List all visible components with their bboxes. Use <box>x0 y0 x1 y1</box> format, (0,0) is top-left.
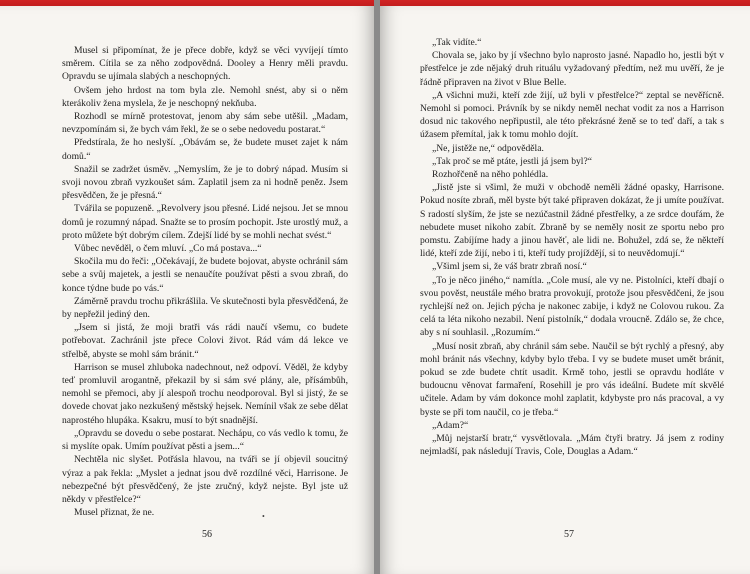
right-page-number: 57 <box>564 529 574 540</box>
paragraph: „Tak vidíte.“ <box>432 37 482 48</box>
paragraph: Předstírala, že ho neslyší. „Obávám se, že budete muset zajet k nám domů.“ <box>62 137 348 162</box>
paragraph: „Opravdu se dovedu o sebe postarat. Nechápu, co vás vedlo k tomu, že si myslíte opak. Umím používat pěsti a jsem...“ <box>62 427 348 453</box>
paragraph: Chovala se, jako by jí všechno bylo naprosto jasné. Napadlo ho, jestli být v přestřelce je zde nějaký druh rituálu vyžadovaný předtím, než mu uvěří, že je řádně připraven na život v Blue Belle. <box>420 50 724 88</box>
right-page-text <box>420 36 724 459</box>
paragraph: Harrison se musel zhluboka nadechnout, než odpoví. Věděl, že kdyby teď promluvil arogantně, překazil by si sám své plány, ale, přísámbůh, nemohl se přemoci, aby jí alespoň trochu neodporoval. Byl si jistý, že se dovede chovat jako nezkušený městský hejsek. Nemínil však ze sebe dělat naprostého hlupáka. Ksakru, musí to být snadnější. <box>62 361 348 426</box>
paragraph: „Adam?“ <box>432 419 469 431</box>
paragraph: „Můj nejstarší bratr,“ vysvětlovala. „Mám čtyři bratry. Já jsem z rodiny nejmladší, pak následují Travis, Cole, Douglas a Adam.“ <box>420 433 724 458</box>
paragraph: „To je něco jiného,“ namítla. „Cole musí, ale vy ne. Pistolníci, kteří dbají o svou pověst, neustále mého bratra provokují, protože jsou přesvědčeni, že jsou rychlejší než on. Jejich pýcha je nakonec zabije, i když ne Colovou rukou. Za celá ta léta nikoho nezabil. Není pistolník,“ dodala vroucně. Zdálo se, že chce, aby s ní souhlasil. „Rozumím.“ <box>420 274 724 339</box>
paragraph: Skočila mu do řeči: „Očekávají, že budete bojovat, abyste ochránil sám sebe a svůj majetek, a jestli se nenaučíte používat pěsti a svou zbraň, do konce týdne bude po vás.“ <box>62 256 348 294</box>
paragraph: Snažil se zadržet úsměv. „Nemyslím, že je to dobrý nápad. Musím si svoji novou zbraň vyzkoušet sám. Zaplatil jsem za ni hodně peněz. Jsem přesvědčen, že je přesná.“ <box>62 163 348 202</box>
paragraph: „Musí nosit zbraň, aby chránil sám sebe. Naučil se být rychlý a přesný, aby mohl bránit nás všechny, kdyby bylo třeba. I vy se budete muset umět bránit, pokud se zde budete chtít usadit. Krmě toho, jestli se opravdu hodláte v budoucnu věnovat farmaření, Rosehill je pro vás ideální. Budete mít skvělé učitele. Adam by vám dokonce mohl zaplatit, kdybyste pro nás pracoval, a vy byste se při tom naučil, co je třeba.“ <box>420 340 724 418</box>
paragraph: Rozhodl se mírně protestovat, jenom aby sám sebe utěšil. „Madam, nevzpomínám si, že bych vám řekl, že se o sebe nedovedu postarat.“ <box>62 111 348 136</box>
paragraph: Záměrně pravdu trochu přikrášlila. Ve skutečnosti byla přesvědčená, že by nepřežil jediný den. <box>62 295 348 321</box>
right-page <box>380 6 750 574</box>
paragraph: „Tak proč se mě ptáte, jestli já jsem byl?“ <box>432 155 592 167</box>
paragraph: Rozhořčeně na něho pohlédla. <box>432 169 549 181</box>
paragraph: Ovšem jeho hrdost na tom byla zle. Nemohl snést, aby si o něm kterákoliv žena myslela, že je neschopný nekňuba. <box>62 84 348 109</box>
paragraph: Musel si připomínat, že je přece dobře, když se věci vyvíjejí tímto směrem. Cítila se za něho zodpovědná. Dooley a Henry měli pravdu. Opravdu se ujímala slabých a neschopných. <box>62 45 348 83</box>
paragraph: „A všichni muži, kteří zde žijí, už byli v přestřelce?“ zeptal se nevěřícně. Nemohl si pomoci. Právník by se nikdy neměl nechat vodit za nos a Harrison dosud nic takového nepřipustil, ale této překrásné ženě se to teď daří, a tak s úžasem přemítal, jak k tomu mohlo dojít. <box>420 89 724 141</box>
paragraph: Vůbec nevěděl, o čem mluví. „Co má postava...“ <box>74 243 262 255</box>
paragraph: Tvářila se popuzeně. „Revolvery jsou přesné. Lidé nejsou. Jet se mnou domů je rozumný nápad. Snažte se to prosím pochopit. Jste urostlý muž, a proto můžete být dobrým cílem. Zdejší lidé by se mohli nechat svést.“ <box>62 203 348 241</box>
paragraph: „Všiml jsem si, že váš bratr zbraň nosí.“ <box>432 261 587 273</box>
left-page <box>0 6 374 574</box>
left-page-text <box>62 44 348 519</box>
small-dot-mark: • <box>262 512 265 521</box>
paragraph: Nechtěla nic slyšet. Potřásla hlavou, na tváři se jí objevil soucitný výraz a pak řekla: „Myslet a jednat jsou dvě rozdílné věci, Harrisone. Je nebezpečné být přesvědčený, že jste zručný, když nejste. Byl jste už někdy v přestřelce?“ <box>62 454 348 505</box>
paragraph: „Ne, jistěže ne,“ odpověděla. <box>432 142 544 154</box>
paragraph: „Jsem si jistá, že moji bratři vás rádi naučí všemu, co budete potřebovat. Zachránil jste přece Colovi život. Rád vám dá lekce ve střelbě, abyste se mohl sám bránit.“ <box>62 322 348 360</box>
paragraph: Musel přiznat, že ne. <box>74 507 155 519</box>
left-page-number: 56 <box>202 529 212 540</box>
paragraph: „Jistě jste si všiml, že muži v obchodě neměli žádné opasky, Harrisone. Pokud nosíte zbraň, měl byste být také připraven dokázat, že ji umíte používat. S radostí slyším, že jste se nezúčastnil žádné přestřelky, a ze srdce doufám, že nebudete muset nikoho zabít. Zbraně by se neměly nosit ze sportu nebo pro pomstu. Zabíjíme hady a jinou havěť, ale lidi ne. Bohužel, zdá se, že někteří lidé, kteří zde žijí, nebo i ti, kteří tudy projíždějí, si to neuvědomují.“ <box>420 182 724 260</box>
